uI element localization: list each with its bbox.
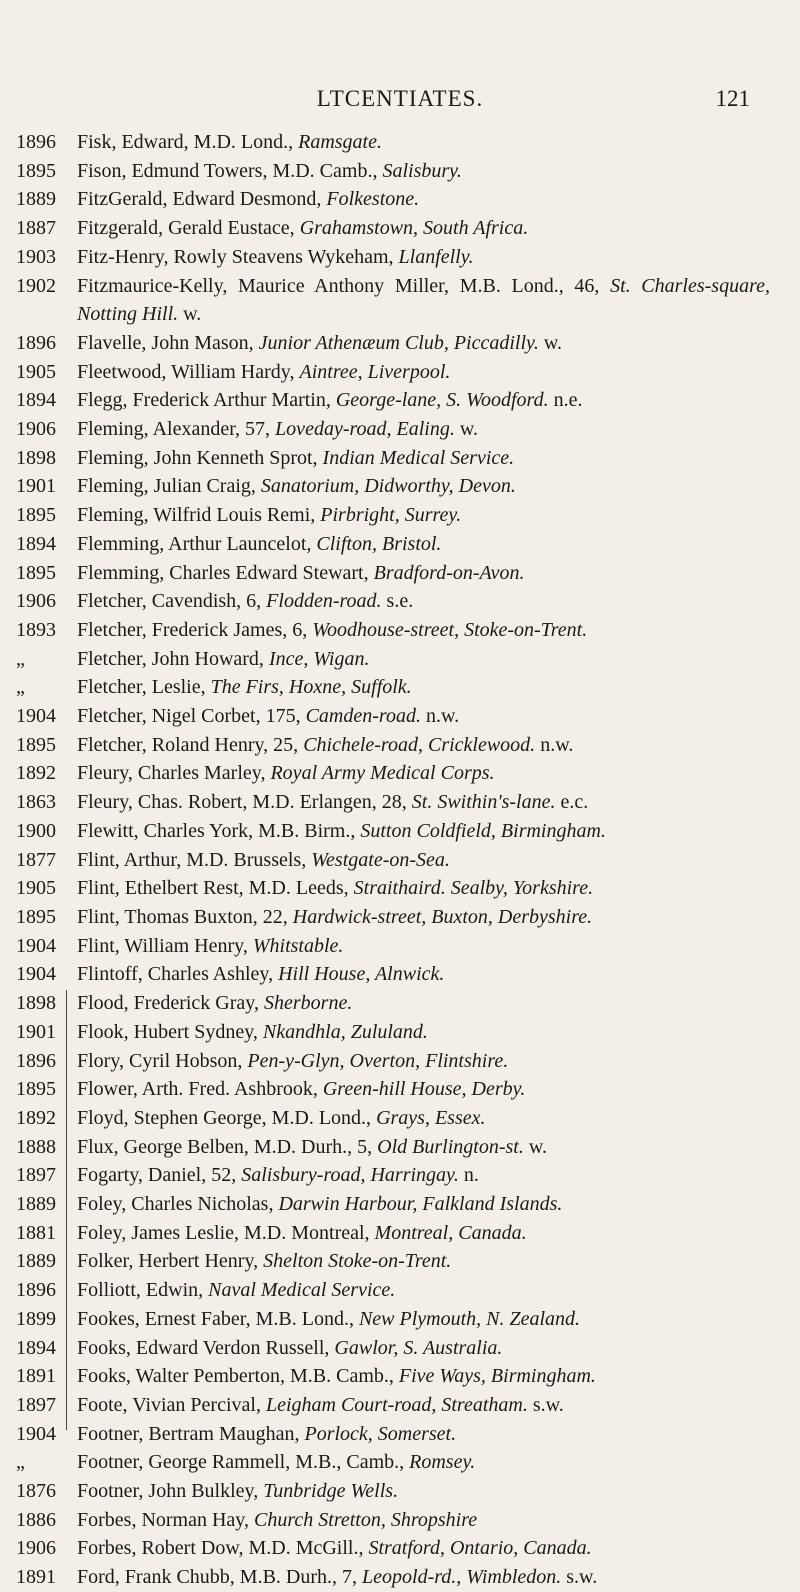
entry-text: [77, 358, 770, 387]
entry-name: Flint, Arthur, M.D. Brussels,: [77, 848, 312, 871]
list-item: [0, 444, 800, 473]
entry-year: 1889: [16, 188, 56, 211]
entry-text: [77, 874, 770, 903]
entry-year: 1895: [16, 1078, 56, 1101]
entry-name: Fleury, Charles Marley,: [77, 762, 271, 785]
entry-year: 1894: [16, 532, 56, 555]
entry-text: [77, 1190, 770, 1219]
entry-year: 1897: [16, 1393, 56, 1416]
entry-address: St. Swithin's-lane.: [411, 791, 556, 814]
entry-text: [77, 1276, 770, 1305]
entry-text: [77, 731, 770, 760]
entry-name: FitzGerald, Edward Desmond,: [77, 188, 327, 211]
entry-text: [77, 415, 770, 444]
entry-text: [77, 1506, 770, 1535]
entry-address: Tunbridge Wells.: [263, 1480, 399, 1503]
list-item: [0, 1161, 800, 1190]
list-item: [0, 1563, 800, 1592]
entry-text: [77, 702, 770, 731]
entry-address: Sutton Coldfield, Birmingham.: [360, 819, 606, 842]
entry-address: Sanatorium, Didworthy, Devon.: [260, 475, 516, 498]
entry-text: [77, 759, 770, 788]
list-item: [0, 243, 800, 272]
entry-text: [77, 1104, 770, 1133]
list-item: [0, 1534, 800, 1563]
list-item: [0, 358, 800, 387]
entry-name: Fogarty, Daniel, 52,: [77, 1164, 242, 1187]
entry-year: 1894: [16, 1336, 56, 1359]
list-item: [0, 472, 800, 501]
entry-text: [77, 1334, 770, 1363]
entry-name: Flemming, Charles Edward Stewart,: [77, 561, 374, 584]
entry-name: Fleming, Julian Craig,: [77, 475, 261, 498]
entry-name: n.w.: [420, 705, 460, 728]
entry-address: Darwin Harbour, Falkland Islands.: [278, 1193, 563, 1216]
entry-year: 1901: [16, 1020, 56, 1043]
entry-name: Flint, Ethelbert Rest, M.D. Leeds,: [77, 877, 354, 900]
entry-name: Fleury, Chas. Robert, M.D. Erlangen, 28,: [77, 791, 412, 814]
entry-text: [77, 472, 770, 501]
list-item: [0, 1362, 800, 1391]
entry-year: 1898: [16, 992, 56, 1015]
entry-text: [77, 1247, 770, 1276]
entry-year: 1876: [16, 1480, 56, 1503]
list-item: [0, 616, 800, 645]
entry-year: 1895: [16, 561, 56, 584]
entry-text: [77, 817, 770, 846]
list-item: [0, 1276, 800, 1305]
entry-address: Indian Medical Service.: [322, 446, 515, 469]
entry-year: 1900: [16, 819, 56, 842]
entry-address: Woodhouse-street, Stoke-on-Trent.: [312, 618, 588, 641]
entry-year: 1905: [16, 360, 56, 383]
list-item: [0, 1018, 800, 1047]
entry-text: [77, 501, 770, 530]
entry-address: Old Burlington-st.: [377, 1135, 524, 1158]
entry-address: Straithaird. Sealby, Yorkshire.: [353, 877, 594, 900]
entry-name: Flower, Arth. Fred. Ashbrook,: [77, 1078, 323, 1101]
entry-year: 1893: [16, 618, 56, 641]
entry-address: Bradford-on-Avon.: [373, 561, 525, 584]
entry-text: [77, 673, 770, 702]
entry-address: Romsey.: [409, 1451, 476, 1474]
entry-text: [77, 645, 770, 674]
entry-name: Fleming, Wilfrid Louis Remi,: [77, 504, 321, 527]
list-item: [0, 386, 800, 415]
list-item: [0, 1477, 800, 1506]
entry-name: Forbes, Norman Hay,: [77, 1508, 255, 1531]
list-item: [0, 1075, 800, 1104]
entry-year: 1899: [16, 1307, 56, 1330]
list-item: [0, 989, 800, 1018]
entry-year: 1895: [16, 733, 56, 756]
entry-text: [77, 1018, 770, 1047]
entry-address: Salisbury.: [382, 159, 462, 182]
entry-year: 1901: [16, 475, 56, 498]
entry-text: [77, 329, 770, 358]
entry-name: w.: [454, 418, 479, 441]
list-item: [0, 1420, 800, 1449]
entry-text: [77, 903, 770, 932]
entry-address: Camden-road.: [305, 705, 421, 728]
entry-name: Fleetwood, William Hardy,: [77, 360, 300, 383]
list-item: [0, 731, 800, 760]
entry-name: Footner, John Bulkley,: [77, 1480, 264, 1503]
entry-name: Ford, Frank Chubb, M.B. Durh., 7,: [77, 1566, 363, 1589]
list-item: [0, 874, 800, 903]
entry-text: [77, 932, 770, 961]
entry-text: [77, 185, 770, 214]
entry-text: [77, 530, 770, 559]
entry-text: [77, 1563, 770, 1592]
entry-year: 1863: [16, 791, 56, 814]
entry-name: Flint, Thomas Buxton, 22,: [77, 905, 293, 928]
entry-year: 1894: [16, 389, 56, 412]
entry-address: Sherborne.: [264, 992, 353, 1015]
list-item: [0, 157, 800, 186]
list-item: [0, 1305, 800, 1334]
entry-text: [77, 788, 770, 817]
entry-year: 1897: [16, 1164, 56, 1187]
entry-name: Fleming, John Kenneth Sprot,: [77, 446, 323, 469]
entry-name: Fooks, Walter Pemberton, M.B. Camb.,: [77, 1365, 399, 1388]
list-item: [0, 903, 800, 932]
entry-name: Fletcher, Leslie,: [77, 676, 211, 699]
entry-text: [77, 386, 770, 415]
entry-year: 1896: [16, 131, 56, 153]
entry-address: Loveday-road, Ealing.: [275, 418, 455, 441]
entry-text: [77, 1448, 770, 1477]
list-item: [0, 1219, 800, 1248]
list-item: [0, 1104, 800, 1133]
entry-name: Flewitt, Charles York, M.B. Birm.,: [77, 819, 361, 842]
entry-year: 1892: [16, 1106, 56, 1129]
entry-name: Flint, William Henry,: [77, 934, 253, 957]
entry-address: Leigham Court-road, Streatham.: [265, 1393, 528, 1416]
entry-address: Hill House, Alnwick.: [278, 963, 445, 986]
entry-year: 1896: [16, 331, 56, 354]
list-item: [0, 846, 800, 875]
list-item: [0, 1506, 800, 1535]
entry-text: [77, 587, 770, 616]
list-item: [0, 1133, 800, 1162]
entry-text: [77, 1133, 770, 1162]
list-item: [0, 501, 800, 530]
entry-name: n.w.: [535, 733, 574, 756]
entry-year: 1895: [16, 504, 56, 527]
entry-name: Folliott, Edwin,: [77, 1279, 209, 1302]
column-rule: [66, 990, 67, 1430]
list-item: [0, 788, 800, 817]
entry-year: 1898: [16, 446, 56, 469]
entry-year: 1904: [16, 934, 56, 957]
entry-text: [77, 846, 770, 875]
list-item: [0, 759, 800, 788]
entry-year: 1896: [16, 1049, 56, 1072]
entry-text: [77, 960, 770, 989]
list-item: [0, 185, 800, 214]
entry-name: s.w.: [561, 1566, 598, 1589]
list-item: [0, 1448, 800, 1477]
entry-address: Llanfelly.: [398, 245, 474, 268]
entry-name: Flook, Hubert Sydney,: [77, 1020, 263, 1043]
entry-text: [77, 1391, 770, 1420]
entry-name: Flux, George Belben, M.D. Durh., 5,: [77, 1135, 378, 1158]
entry-name: Flood, Frederick Gray,: [77, 992, 264, 1015]
entry-year: 1906: [16, 418, 56, 441]
entry-name: n.: [458, 1164, 479, 1187]
entry-address: Nkandhla, Zululand.: [262, 1020, 428, 1043]
entry-name: Foote, Vivian Percival,: [77, 1393, 266, 1416]
entry-text: [77, 989, 770, 1018]
entry-name: Flintoff, Charles Ashley,: [77, 963, 279, 986]
entry-year: 1902: [16, 274, 56, 297]
entry-address: Five Ways, Birmingham.: [398, 1365, 596, 1388]
entry-name: Fletcher, Cavendish, 6,: [77, 590, 267, 613]
entry-address: Naval Medical Service.: [208, 1279, 396, 1302]
entry-address: Pen-y-Glyn, Overton, Flintshire.: [247, 1049, 509, 1072]
entry-address: Clifton, Bristol.: [316, 532, 442, 555]
entry-name: Fison, Edmund Towers, M.D. Camb.,: [77, 159, 383, 182]
entry-name: Fitzmaurice-Kelly, Maurice Anthony Miller, M.B. Lond., 46,: [77, 274, 611, 297]
entry-year: 1905: [16, 877, 56, 900]
entry-name: w.: [523, 1135, 547, 1158]
entry-name: Fletcher, Nigel Corbet, 175,: [77, 705, 306, 728]
entry-name: Forbes, Robert Dow, M.D. McGill.,: [77, 1537, 369, 1560]
entry-address: Pirbright, Surrey.: [320, 504, 462, 527]
entry-text: [77, 1362, 770, 1391]
entry-name: Folker, Herbert Henry,: [77, 1250, 264, 1273]
entry-address: Royal Army Medical Corps.: [270, 762, 495, 785]
entry-name: Flory, Cyril Hobson,: [77, 1049, 248, 1072]
entry-year: 1906: [16, 1537, 56, 1560]
licentiates-list: [0, 128, 800, 1592]
entry-address: Whitstable.: [252, 934, 344, 957]
entry-name: Footner, Bertram Maughan,: [77, 1422, 305, 1445]
page-title: LTCENTIATES.: [316, 86, 484, 111]
entry-name: Footner, George Rammell, M.B., Camb.,: [77, 1451, 410, 1474]
list-item: [0, 702, 800, 731]
entry-name: Fletcher, Roland Henry, 25,: [77, 733, 304, 756]
entry-name: Fisk, Edward, M.D. Lond.,: [77, 131, 299, 153]
list-item: [0, 1334, 800, 1363]
entry-year: 1904: [16, 963, 56, 986]
entry-text: [77, 157, 770, 186]
entry-text: [77, 1075, 770, 1104]
entry-text: [77, 243, 770, 272]
entry-text: [77, 1420, 770, 1449]
entry-text: [77, 1477, 770, 1506]
list-item: [0, 559, 800, 588]
entry-address: Montreal, Canada.: [374, 1221, 527, 1244]
entry-name: w.: [178, 303, 202, 326]
entry-text: [77, 272, 770, 329]
entry-year: 1891: [16, 1566, 56, 1589]
entry-address: Hardwick-street, Buxton, Derbyshire.: [292, 905, 593, 928]
entry-name: Fletcher, John Howard,: [77, 647, 269, 670]
entry-name: Flavelle, John Mason,: [77, 331, 259, 354]
entry-name: Fleming, Alexander, 57,: [77, 418, 276, 441]
entry-address: Chichele-road, Cricklewood.: [303, 733, 536, 756]
entry-name: Flemming, Arthur Launcelot,: [77, 532, 317, 555]
entry-year: 1886: [16, 1508, 56, 1531]
entry-year: 1891: [16, 1365, 56, 1388]
entry-address: Westgate-on-Sea.: [311, 848, 450, 871]
entry-year: „: [16, 1451, 25, 1474]
list-item: [0, 587, 800, 616]
list-item: [0, 128, 800, 157]
entry-text: [77, 616, 770, 645]
entry-year: 1889: [16, 1193, 56, 1216]
entry-year: „: [16, 647, 25, 670]
entry-name: Fookes, Ernest Faber, M.B. Lond.,: [77, 1307, 359, 1330]
entry-year: 1888: [16, 1135, 56, 1158]
entry-text: [77, 559, 770, 588]
entry-year: 1892: [16, 762, 56, 785]
entry-address: St. Charles-square, Notting Hill.: [77, 274, 770, 326]
entry-text: [77, 1161, 770, 1190]
entry-year: „: [16, 676, 25, 699]
entry-year: 1906: [16, 590, 56, 613]
entry-address: The Firs, Hoxne, Suffolk.: [210, 676, 412, 699]
entry-year: 1904: [16, 1422, 56, 1445]
entry-address: Church Stretton, Shropshire: [254, 1508, 478, 1531]
entry-year: 1889: [16, 1250, 56, 1273]
entry-text: [77, 1047, 770, 1076]
entry-address: Stratford, Ontario, Canada.: [368, 1537, 592, 1560]
entry-name: Flegg, Frederick Arthur Martin,: [77, 389, 336, 412]
entry-text: [77, 214, 770, 243]
entry-name: Floyd, Stephen George, M.D. Lond.,: [77, 1106, 377, 1129]
entry-year: 1903: [16, 245, 56, 268]
entry-address: Leopold-rd., Wimbledon.: [362, 1566, 562, 1589]
entry-year: 1887: [16, 217, 56, 240]
entry-name: s.e.: [381, 590, 414, 613]
entry-name: w.: [538, 331, 562, 354]
list-item: [0, 673, 800, 702]
entry-address: Ramsgate.: [298, 131, 382, 153]
entry-year: 1896: [16, 1279, 56, 1302]
entry-text: [77, 1219, 770, 1248]
list-item: [0, 1391, 800, 1420]
list-item: [0, 1047, 800, 1076]
list-item: [0, 1190, 800, 1219]
entry-name: Fitzgerald, Gerald Eustace,: [77, 217, 300, 240]
entry-address: Folkestone.: [326, 188, 420, 211]
entry-name: Foley, James Leslie, M.D. Montreal,: [77, 1221, 375, 1244]
list-item: [0, 329, 800, 358]
entry-text: [77, 128, 770, 157]
page-number: 121: [715, 86, 750, 111]
entry-name: Fletcher, Frederick James, 6,: [77, 618, 313, 641]
list-item: [0, 645, 800, 674]
list-item: [0, 530, 800, 559]
entry-address: Gawlor, S. Australia.: [334, 1336, 503, 1359]
entry-address: Grays, Essex.: [376, 1106, 486, 1129]
list-item: [0, 817, 800, 846]
entry-address: Shelton Stoke-on-Trent.: [263, 1250, 452, 1273]
entry-address: Salisbury-road, Harringay.: [241, 1164, 459, 1187]
entry-year: 1877: [16, 848, 56, 871]
entry-year: 1904: [16, 705, 56, 728]
entry-address: New Plymouth, N. Zealand.: [358, 1307, 581, 1330]
entry-year: 1895: [16, 905, 56, 928]
entry-address: Flodden-road.: [266, 590, 382, 613]
entry-name: s.w.: [527, 1393, 564, 1416]
entry-address: Green-hill House, Derby.: [322, 1078, 526, 1101]
entry-year: 1895: [16, 159, 56, 182]
entry-address: Grahamstown, South Africa.: [299, 217, 529, 240]
list-item: [0, 960, 800, 989]
entry-text: [77, 1305, 770, 1334]
entry-text: [77, 444, 770, 473]
list-item: [0, 415, 800, 444]
entry-text: [77, 1534, 770, 1563]
entry-name: Fooks, Edward Verdon Russell,: [77, 1336, 335, 1359]
list-item: [0, 1247, 800, 1276]
list-item: [0, 272, 800, 329]
entry-address: Ince, Wigan.: [268, 647, 370, 670]
entry-address: George-lane, S. Woodford.: [335, 389, 549, 412]
running-header: [0, 86, 800, 116]
entry-name: Fitz-Henry, Rowly Steavens Wykeham,: [77, 245, 399, 268]
entry-address: Porlock, Somerset.: [304, 1422, 457, 1445]
entry-name: e.c.: [555, 791, 589, 814]
entry-name: Foley, Charles Nicholas,: [77, 1193, 279, 1216]
entry-address: Junior Athenæum Club, Piccadilly.: [258, 331, 539, 354]
entry-name: n.e.: [548, 389, 583, 412]
entry-year: 1881: [16, 1221, 56, 1244]
entry-address: Aintree, Liverpool.: [299, 360, 451, 383]
list-item: [0, 214, 800, 243]
list-item: [0, 932, 800, 961]
